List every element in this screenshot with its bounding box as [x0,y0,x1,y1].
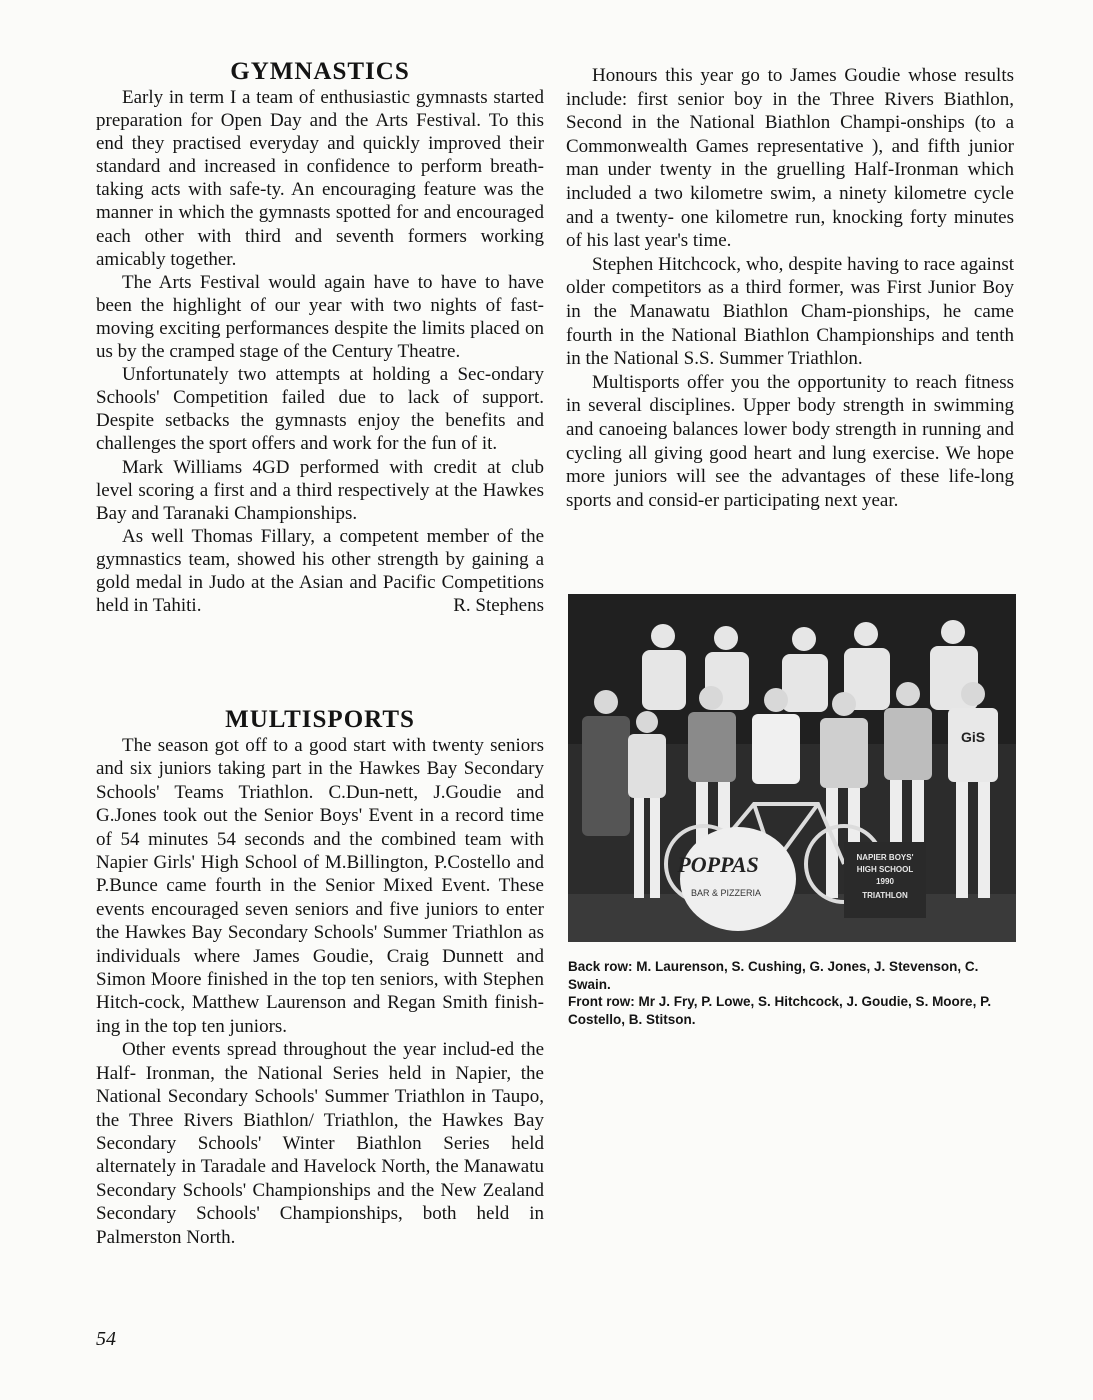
team-photo-drawing [568,594,1016,942]
gymnastics-article [96,58,544,617]
team-photo [568,594,1016,942]
author-signature: R. Stephens [453,595,544,617]
drum-logo-text: POPPAS [677,852,759,877]
page-number: 54 [96,1328,116,1350]
banner-line: 1990 [876,877,894,886]
multisports-paragraph: Honours this year go to James Goudie whose results include: first senior boy in the Three Rivers Biathlon, Second in the National Biathlon Champi-onships (to a Commonwealth Games representative ), and fifth junior man under twenty in the gruelling Half-Ironman which included a two kilometre swim, a ninety kilometre cycle and a twenty- one kilometre run, knocking forty minutes of his last year's time. [566,65,1014,252]
caption-back-row: Back row: M. Laurenson, S. Cushing, G. Jones, J. Stevenson, C. Swain. [568,959,979,992]
banner-line: TRIATHLON [862,891,908,900]
gymnastics-last-text: As well Thomas Fillary, a competent member of the gymnastics team, showed his other strength by gaining a gold medal in Judo at the Asian and Pacific Competitions held in Tahiti. [96,525,544,617]
multisports-article [96,706,544,1249]
gymnastics-heading: GYMNASTICS [230,58,410,85]
jersey-logo-text: GiS [960,729,986,745]
drum-subtext: BAR & PIZZERIA [690,888,762,898]
gymnastics-paragraph: Early in term I a team of enthusiastic gymnasts started preparation for Open Day and the Arts Festival. To this end they practised everyday and quickly improved their standard and increased in confidence to perform breath-taking acts with safe-ty. An encouraging feature was the manner in which the gymnasts spotted for and encouraged each other with third and seventh formers working amicably together. [96,87,544,270]
banner-line: NAPIER BOYS' [856,853,914,862]
multisports-paragraph: Other events spread throughout the year includ-ed the Half- Ironman, the National Series held in Napier, the National Secondary Schools' Summer Triathlon in Taupo, the Three Rivers Biathlon/ Triathlon, the Hawkes Bay Secondary Schools' Winter Biathlon Series held alternately in Taradale and Havelock North, the Manawatu Secondary Schools' Championships and the New Zealand Secondary Schools' Championships, both held in Palmerston North. [96,1039,544,1248]
gymnastics-paragraph: The Arts Festival would again have to have to have been the highlight of our year with two nights of fast-moving exciting performances despite the limits placed on us by the cramped stage of the Century Theatre. [96,271,544,363]
multisports-paragraph: Stephen Hitchcock, who, despite having to race against older competitors as a third former, was First Junior Boy in the Manawatu Biathlon Cham-pionships, he came fourth in the National Biathlon Championships and tenth in the National S.S. Summer Triathlon. [566,253,1014,370]
banner-line: HIGH SCHOOL [856,865,914,874]
multisports-paragraph: Multisports offer you the opportunity to reach fitness in several disciplines. Upper body strength in swimming and canoeing balances lower body strength in running and cycling all giving good heart and lung exercise. We hope more juniors will see the advantages of these life-long sports and consid-er participating next year. [566,371,1014,511]
multisports-heading: MULTISPORTS [225,706,415,733]
photo-caption [568,958,1016,1028]
gymnastics-paragraph: Unfortunately two attempts at holding a Sec-ondary Schools' Competition failed due to lack of support. Despite setbacks the gymnasts enjoy the benefits and challenges the sport offers and work for the fun of it. [96,364,544,455]
multisports-paragraph: The season got off to a good start with twenty seniors and six juniors taking part in the Hawkes Bay Secondary Schools' Teams Triathlon. C.Dun-nett, J.Goudie and G.Jones took out the Senior Boys' Event in a record time of 54 minutes 54 seconds and the combined team with Napier Girls' High School of M.Billington, P.Costello and P.Bunce came fourth in the Senior Mixed Event. These events encouraged seven seniors and five juniors to enter the Hawkes Bay Secondary Schools' Summer Triathlon as individuals where James Goudie, Craig Dunnett and Simon Moore finished in the top ten seniors, with Stephen Hitch-cock, Matthew Laurenson and Regan Smith finish-ing in the top ten juniors. [96,735,544,1037]
gymnastics-paragraph [96,525,544,617]
caption-front-row: Front row: Mr J. Fry, P. Lowe, S. Hitchcock, J. Goudie, S. Moore, P. Costello, B. Stitson. [568,994,992,1027]
multisports-continued [566,64,1014,512]
gymnastics-paragraph: Mark Williams 4GD performed with credit at club level scoring a first and a third respectively at the Hawkes Bay and Taranaki Championships. [96,456,544,524]
